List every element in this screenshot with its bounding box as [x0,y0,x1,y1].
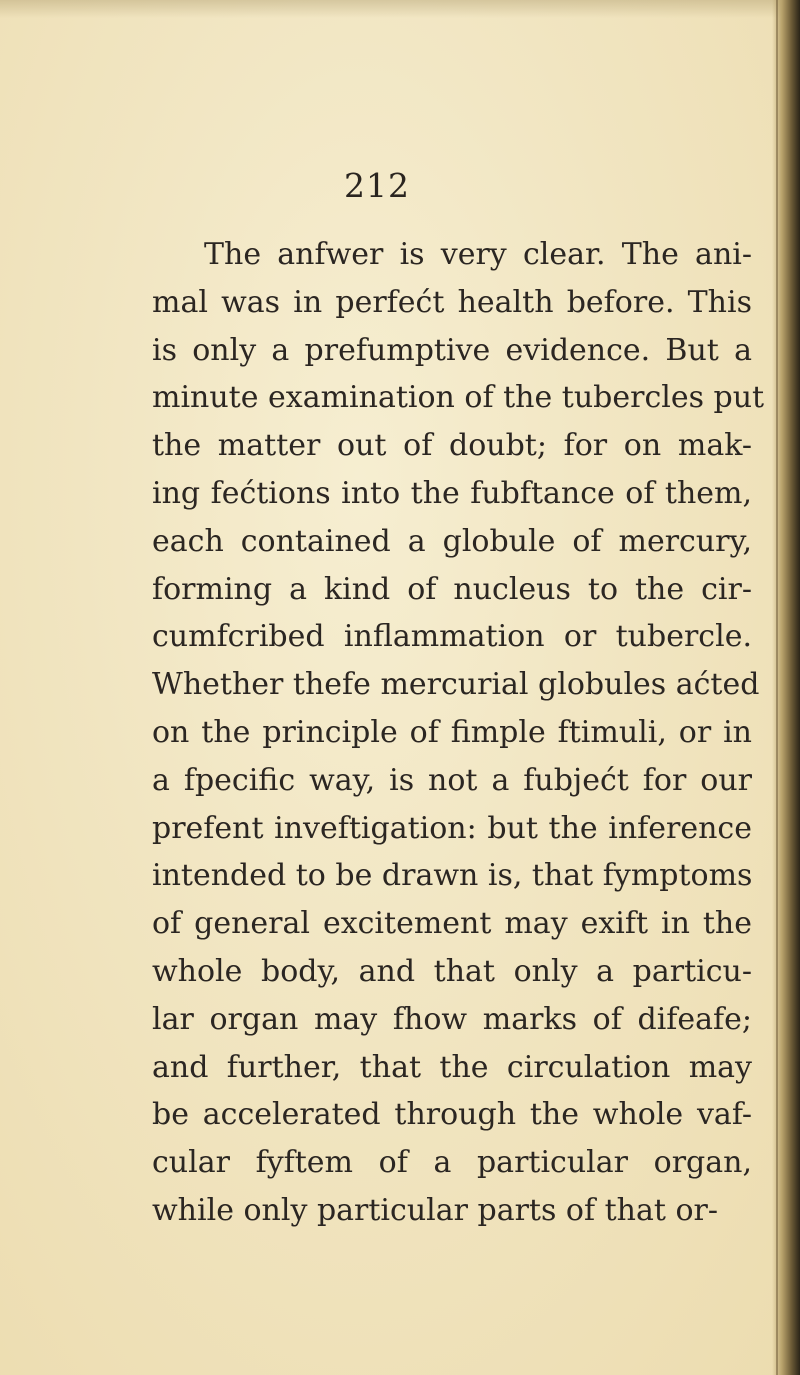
text-line: cular fyftem of a particular organ, [152,1145,752,1181]
text-line: and further, that the circulation may [152,1049,752,1085]
page-edge-line [776,0,778,1375]
text-line: the matter out of doubt; for on mak- [152,428,752,464]
text-line: Whether thefe mercurial globules aćted [152,667,760,703]
text-line: whole body, and that only a particu- [152,953,752,989]
text-line: each contained a globule of mercury, [152,523,752,559]
page-number: 212 [344,166,410,205]
text-line: of general excitement may exift in the [152,906,752,942]
text-line: prefent inveftigation: but the inference [152,810,752,846]
text-line: ing fećtions into the fubftance of them, [152,475,752,511]
text-line: be accelerated through the whole vaf- [152,1097,752,1133]
text-line: mal was in perfećt health before. This [152,284,752,320]
text-line: lar organ may fhow marks of difeafe; [152,1001,752,1037]
text-line: intended to be drawn is, that fymptoms [152,858,753,894]
text-line: while only particular parts of that or- [152,1192,719,1228]
text-line: forming a kind of nucleus to the cir- [152,571,752,607]
text-line: on the principle of fimple ftimuli, or in [152,714,752,750]
text-line: The anfwer is very clear. The ani- [204,237,752,272]
text-line: a fpecific way, is not a fubjećt for our [152,762,752,798]
text-line: minute examination of the tubercles put [152,380,765,416]
text-line: cumfcribed inflammation or tubercle. [152,619,752,655]
text-line: is only a prefumptive evidence. But a [152,332,752,368]
page-top-shadow [0,0,800,18]
body-text [152,231,765,1235]
